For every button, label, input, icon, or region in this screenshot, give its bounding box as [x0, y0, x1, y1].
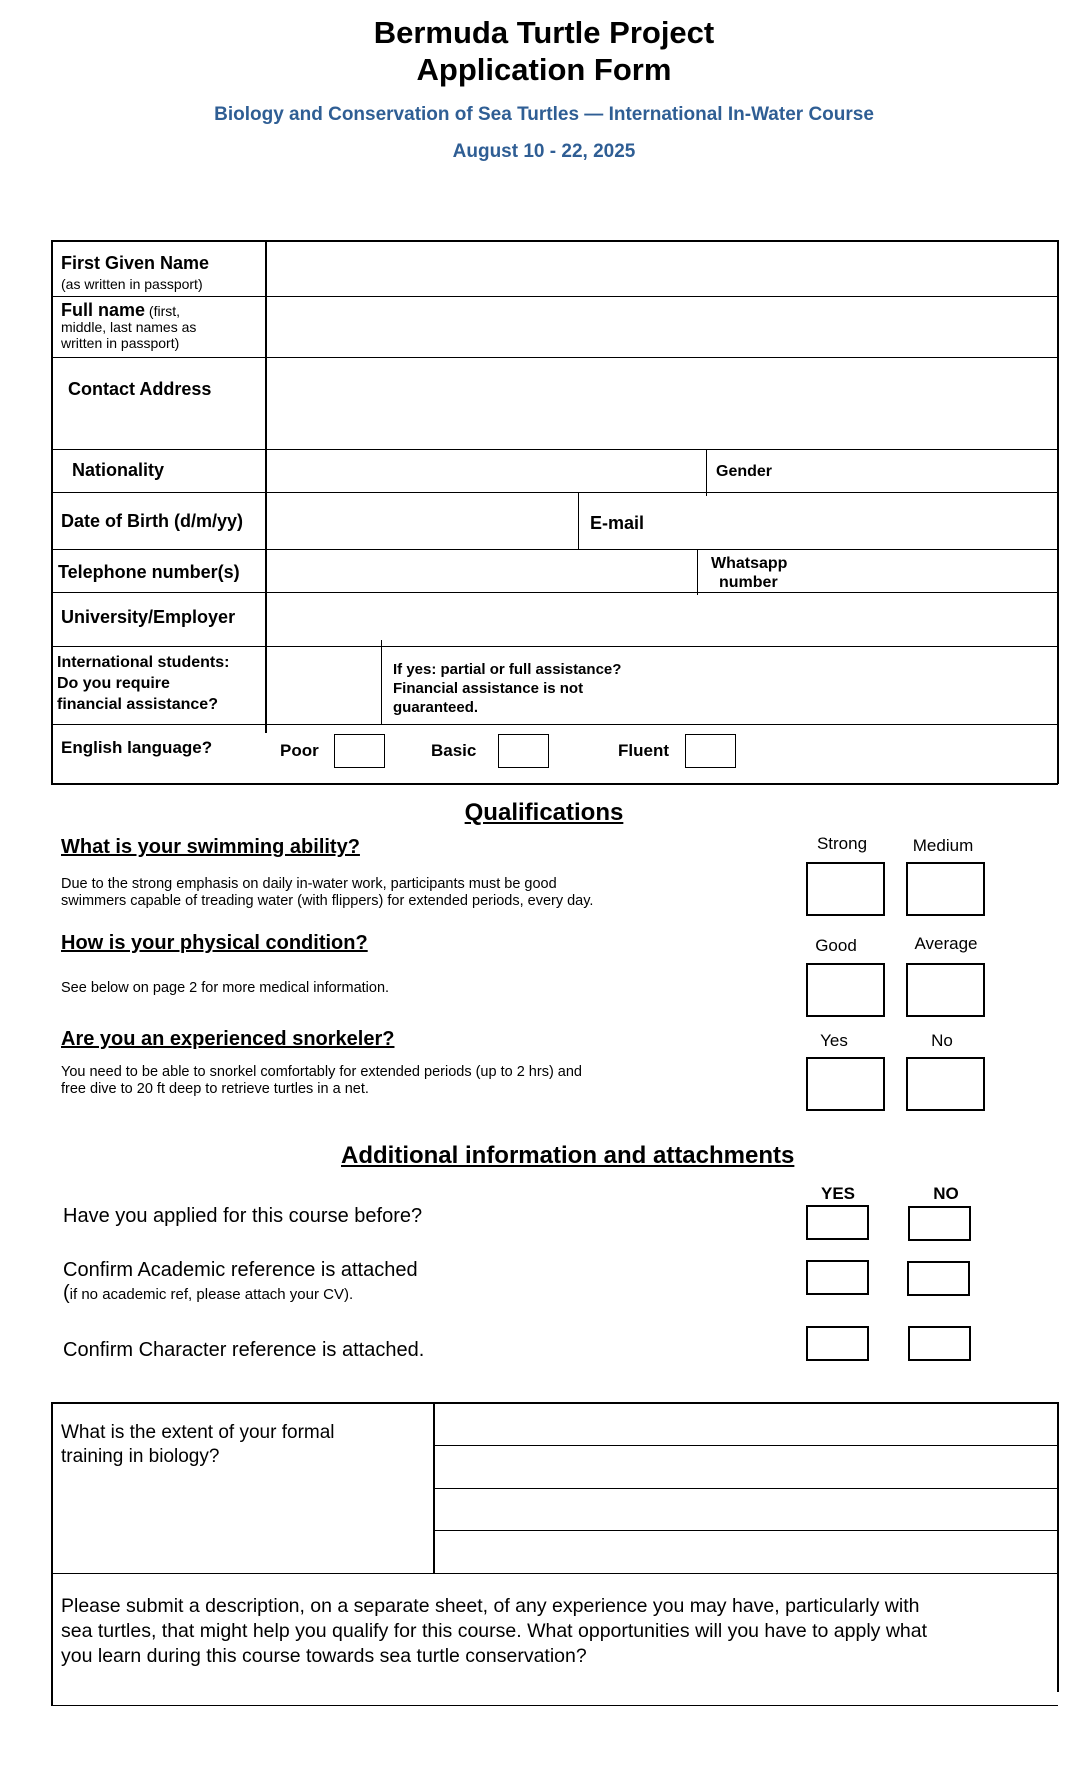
physical-average-checkbox[interactable] — [906, 963, 985, 1017]
biology-training-line-4[interactable] — [436, 1532, 1056, 1572]
course-subtitle: Biology and Conservation of Sea Turtles — International In-Water Course — [214, 104, 874, 125]
biology-training-line-3[interactable] — [436, 1490, 1056, 1529]
snorkel-no-checkbox[interactable] — [906, 1057, 985, 1111]
biology-training-line-1[interactable] — [436, 1404, 1056, 1444]
university-field[interactable] — [267, 594, 1056, 645]
financial-assistance-label: International students: Do you require financial assistance? — [57, 654, 230, 713]
physical-condition-question: How is your physical condition? — [61, 932, 368, 954]
fluent-label: Fluent — [618, 741, 669, 760]
experience-description-instructions: Please submit a description, on a separate sheet, of any experience you may have, particularly with sea turtles, that might help you qualify for this course. What opportunities will you have to apply what you learn during this course towards sea turtle conservation? — [61, 1595, 928, 1667]
first-given-name-field[interactable] — [267, 242, 1056, 295]
biology-training-line-2[interactable] — [436, 1447, 1056, 1487]
biology-training-question: What is the extent of your formal training in biology? — [61, 1422, 335, 1467]
first-given-name-label: First Given Name (as written in passport) — [61, 253, 210, 292]
gender-label: Gender — [716, 463, 773, 480]
title-line-2: Application Form — [416, 52, 672, 87]
additional-info-heading: Additional information and attachments — [341, 1142, 795, 1169]
applied-before-question: Have you applied for this course before? — [63, 1205, 423, 1227]
english-poor-checkbox[interactable] — [334, 734, 385, 768]
contact-address-label: Contact Address — [68, 379, 212, 399]
email-field[interactable] — [660, 494, 1056, 548]
applied-before-yes-checkbox[interactable] — [806, 1205, 869, 1240]
good-label: Good — [815, 936, 857, 955]
page-title — [0, 14, 1088, 88]
character-reference-no-checkbox[interactable] — [908, 1326, 971, 1361]
physical-good-checkbox[interactable] — [806, 963, 885, 1017]
english-language-label: English language? — [61, 738, 213, 757]
physical-condition-description: See below on page 2 for more medical information. — [61, 980, 390, 996]
course-dates: August 10 - 22, 2025 — [452, 141, 636, 162]
swim-strong-checkbox[interactable] — [806, 862, 885, 916]
additional-no-label: NO — [933, 1184, 959, 1203]
title-line-1: Bermuda Turtle Project — [373, 15, 715, 50]
basic-label: Basic — [431, 741, 477, 760]
medium-label: Medium — [912, 836, 974, 855]
full-name-field[interactable] — [267, 298, 1056, 356]
snorkel-yes-checkbox[interactable] — [806, 1057, 885, 1111]
university-label: University/Employer — [61, 607, 236, 627]
nationality-field[interactable] — [267, 451, 705, 491]
swim-medium-checkbox[interactable] — [906, 862, 985, 916]
contact-address-field[interactable] — [267, 359, 1056, 448]
applied-before-no-checkbox[interactable] — [908, 1206, 971, 1241]
assistance-type-field[interactable] — [650, 648, 1056, 723]
academic-reference-question: Confirm Academic reference is attached (if no academic ref, please attach your CV). — [63, 1259, 418, 1304]
snorkeler-question: Are you an experienced snorkeler? — [61, 1028, 395, 1050]
character-reference-question: Confirm Character reference is attached. — [63, 1339, 425, 1361]
whatsapp-label: Whatsapp number — [711, 555, 788, 591]
poor-label: Poor — [280, 741, 319, 760]
whatsapp-field[interactable] — [810, 551, 1056, 591]
full-name-label: Full name (first, middle, last names as written in passport) — [61, 300, 197, 351]
date-of-birth-label: Date of Birth (d/m/yy) — [61, 511, 244, 531]
snorkeler-description: You need to be able to snorkel comfortably for extended periods (up to 2 hrs) and free dive to 20 ft deep to retrieve turtles in a net. — [61, 1064, 582, 1097]
telephone-field[interactable] — [267, 551, 696, 591]
academic-reference-yes-checkbox[interactable] — [806, 1260, 869, 1295]
date-of-birth-field[interactable] — [267, 494, 577, 548]
snorkel-yes-label: Yes — [820, 1031, 848, 1050]
average-label: Average — [914, 934, 978, 953]
character-reference-yes-checkbox[interactable] — [806, 1326, 869, 1361]
snorkel-no-label: No — [931, 1031, 953, 1050]
additional-yes-label: YES — [820, 1184, 856, 1203]
english-fluent-checkbox[interactable] — [685, 734, 736, 768]
strong-label: Strong — [816, 834, 868, 853]
assistance-note: If yes: partial or full assistance? Financial assistance is not guaranteed. — [393, 661, 622, 716]
swimming-question: What is your swimming ability? — [61, 836, 360, 858]
academic-reference-no-checkbox[interactable] — [907, 1261, 970, 1296]
telephone-label: Telephone number(s) — [58, 562, 240, 582]
qualifications-heading: Qualifications — [464, 799, 624, 826]
swimming-description: Due to the strong emphasis on daily in-water work, participants must be good swimmers capable of treading water (with flippers) for extended periods, every day. — [61, 876, 594, 909]
gender-field[interactable] — [790, 451, 1056, 491]
financial-assistance-field[interactable] — [267, 648, 380, 723]
nationality-label: Nationality — [72, 460, 165, 480]
english-basic-checkbox[interactable] — [498, 734, 549, 768]
email-label: E-mail — [590, 513, 645, 533]
